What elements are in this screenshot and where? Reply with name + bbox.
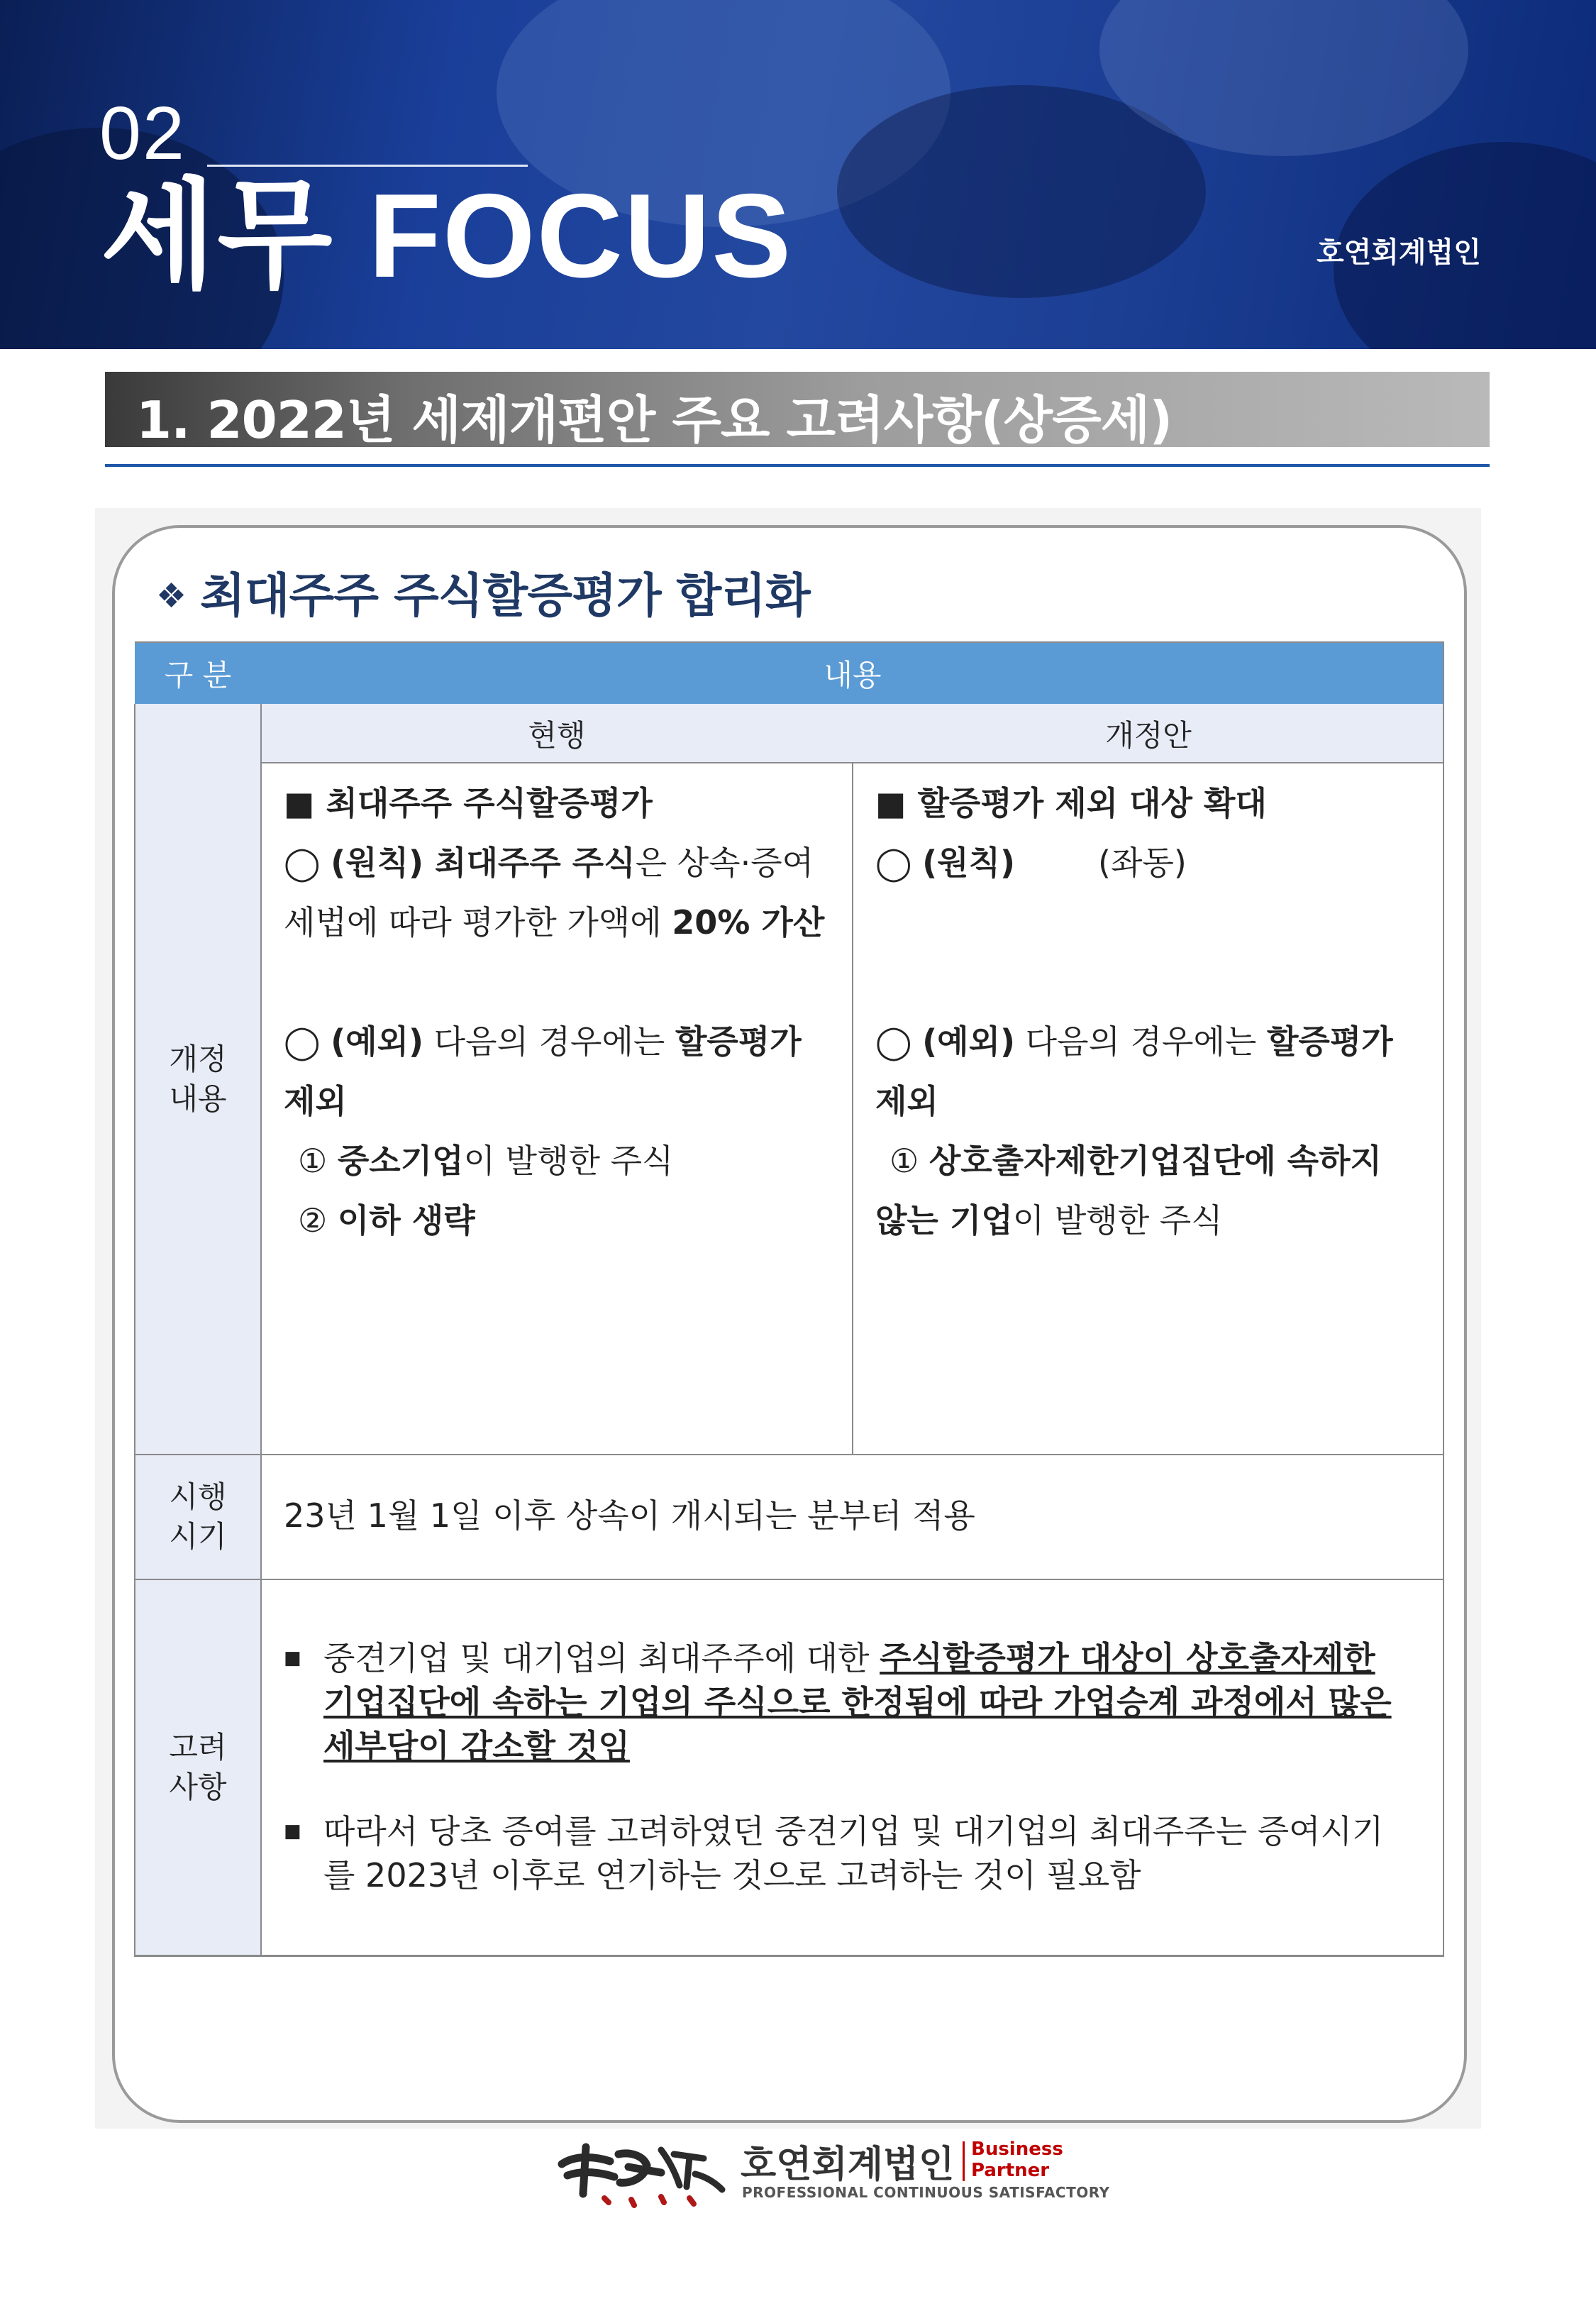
section-number: 02 (99, 92, 186, 175)
col-header-revised: 개정안 (853, 704, 1444, 763)
section-number-rule (207, 165, 528, 167)
table-line (852, 763, 853, 1455)
consideration-bullet-1: 중견기업 및 대기업의 최대주주에 대한 주식할증평가 대상이 상호출자제한기업집단에 속하는 기업의 주식으로 한정됨에 따라 가업승계 과정에서 많은 세부담이 감소할 것임 (323, 1639, 1392, 1765)
hoyeon-calligraphy-logo (555, 2133, 732, 2214)
circled-one-icon: ① (890, 1142, 919, 1180)
table-border-top (135, 641, 1444, 643)
circled-one-icon: ① (298, 1142, 328, 1180)
page-title: 세무 FOCUS (101, 169, 793, 302)
current-exception-line2: 제외 (284, 1082, 347, 1120)
row-label-effective-line2: 시기 (169, 1519, 227, 1554)
col-header-current: 현행 (261, 704, 853, 763)
current-principle-line2: 세법에 따라 평가한 가액에 20% 가산 (284, 903, 825, 942)
current-exception-line1: ◯ (예외) 다음의 경우에는 할증평가 (284, 1022, 802, 1061)
consideration-bullet-2: 따라서 당초 증여를 고려하였던 중견기업 및 대기업의 최대주주는 증여시기를 2023년 이후로 연기하는 것으로 고려하는 것이 필요함 (323, 1812, 1384, 1894)
revised-title: ■ 할증평가 제외 대상 확대 (875, 784, 1267, 822)
table-border-bottom (135, 1955, 1444, 1957)
circled-two-icon: ② (298, 1201, 328, 1240)
footer-firm-name: 호연회계법인 (741, 2144, 955, 2186)
footer-tagline: PROFESSIONAL CONTINUOUS SATISFACTORY (742, 2184, 1110, 2201)
card-heading (156, 558, 810, 625)
col-header-content: 내용 (261, 643, 1444, 704)
revised-exception-line2: 제외 (875, 1082, 938, 1120)
square-bullet-icon: ■ (284, 1648, 301, 1669)
circle-bullet-icon: ◯ (875, 844, 912, 882)
revised-exception-line1: ◯ (예외) 다음의 경우에는 할증평가 (875, 1022, 1393, 1061)
revised-item-1-continued: 않는 기업이 발행한 주식 (875, 1201, 1223, 1240)
row-label-revision-line1: 개정 (169, 1042, 227, 1076)
revised-principle-same: (좌동) (1098, 844, 1187, 882)
current-title: ■ 최대주주 주식할증평가 (284, 784, 653, 822)
effective-date-text: 23년 1월 1일 이후 상속이 개시되는 분부터 적용 (284, 1496, 975, 1535)
col-header-category: 구 분 (135, 643, 261, 704)
revised-item-1: ① 상호출자제한기업집단에 속하지 (890, 1142, 1382, 1180)
table-line (135, 1579, 1444, 1580)
table-line (135, 1454, 1444, 1455)
footer-partner: Partner (971, 2160, 1050, 2181)
firm-name-header: 호연회계법인 (1317, 236, 1481, 269)
circle-bullet-icon: ◯ (284, 1022, 321, 1061)
revised-principle-line1: ◯ (원칙) (875, 844, 1016, 882)
table-border-left (134, 704, 135, 1957)
row-label-consideration-line2: 사항 (169, 1770, 227, 1804)
row-label-consideration (135, 1579, 261, 1955)
footer-divider (963, 2141, 965, 2181)
card-heading-text: 최대주주 주식할증평가 합리화 (200, 568, 810, 623)
row-label-effective (135, 1455, 261, 1579)
row-label-consideration-line1: 고려 (169, 1730, 227, 1765)
circle-bullet-icon: ◯ (284, 844, 321, 882)
current-principle-line1: ◯ (원칙) 최대주주 주식은 상속·증여 (284, 844, 814, 882)
current-item-1: ① 중소기업이 발행한 주식 (298, 1142, 674, 1180)
square-bullet-icon: ■ (284, 1821, 301, 1842)
table-border-right (1443, 641, 1444, 1957)
circle-bullet-icon: ◯ (875, 1022, 912, 1061)
row-label-effective-line1: 시행 (169, 1479, 227, 1514)
footer-business: Business (971, 2139, 1063, 2160)
current-item-2: ② 이하 생략 (298, 1201, 475, 1240)
table-line (260, 704, 262, 1957)
row-label-revision (135, 704, 261, 1455)
section-divider (105, 464, 1490, 467)
diamond-bullet-icon: ❖ (156, 576, 187, 616)
section-heading: 1. 2022년 세제개편안 주요 고려사항(상증세) (136, 390, 1173, 450)
row-label-revision-line2: 내용 (169, 1081, 227, 1116)
